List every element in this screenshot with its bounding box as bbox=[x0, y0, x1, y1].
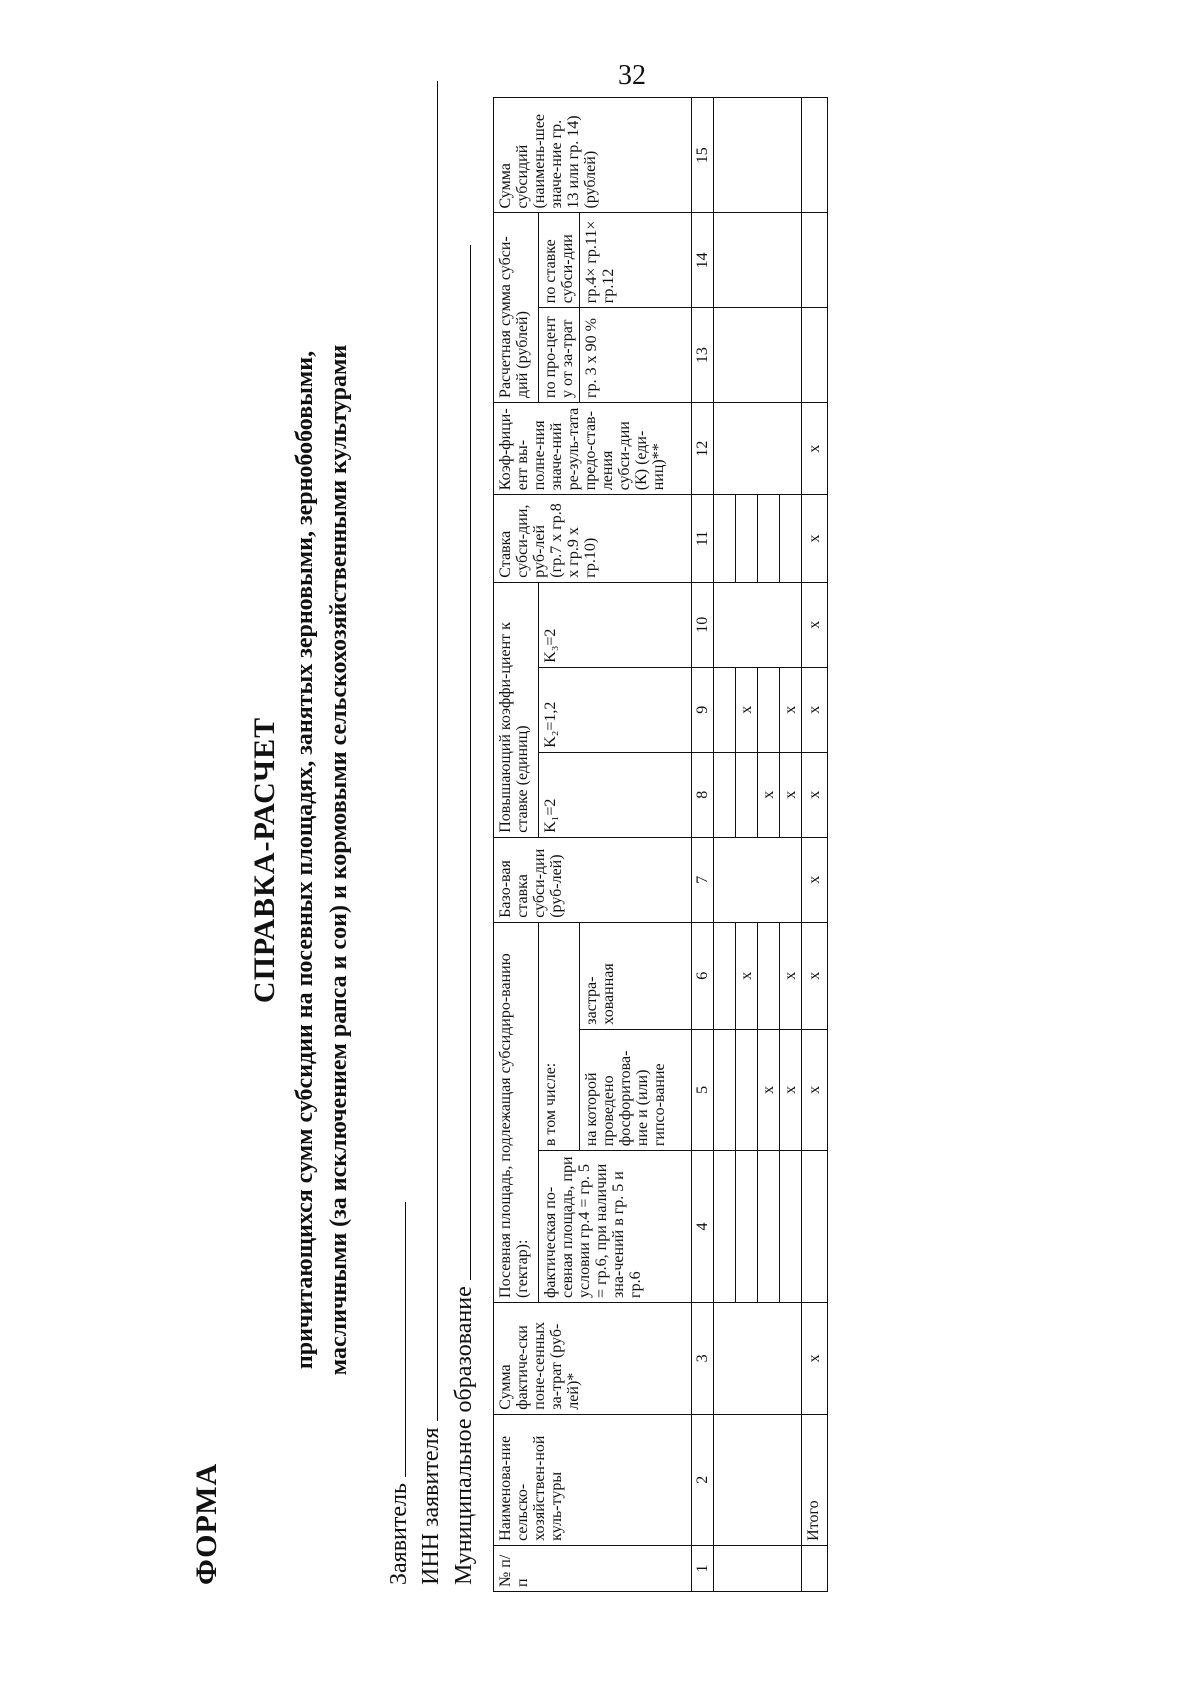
cross-mark: x bbox=[780, 667, 802, 752]
inn-label: ИНН заявителя bbox=[418, 1427, 444, 1585]
cross-mark: x bbox=[802, 495, 828, 582]
header-insured-area: застра-хованная bbox=[580, 922, 692, 1029]
cross-mark: x bbox=[802, 922, 828, 1029]
cross-mark: x bbox=[736, 922, 758, 1029]
applicant-label: Заявитель bbox=[386, 1483, 412, 1585]
total-subsidy-cell[interactable] bbox=[802, 98, 828, 213]
header-including: в том числе: bbox=[539, 922, 580, 1150]
col-num-14: 14 bbox=[692, 213, 714, 308]
header-area-group: Посевная площадь, подлежащая субсидиро-ванию (гектар): bbox=[494, 922, 539, 1302]
table-cell[interactable] bbox=[714, 582, 802, 667]
header-k2: K₂=1,2 bbox=[539, 667, 692, 752]
table-cell bbox=[802, 1545, 828, 1591]
table-cell[interactable] bbox=[714, 308, 802, 403]
total-area-cell[interactable] bbox=[802, 1151, 828, 1303]
table-cell[interactable] bbox=[758, 667, 780, 752]
header-costs-formula: гр. 3 х 90 % bbox=[580, 308, 692, 403]
table-cell[interactable] bbox=[714, 667, 736, 752]
table-cell[interactable] bbox=[758, 1151, 780, 1303]
cross-mark: x bbox=[736, 667, 758, 752]
table-cell[interactable] bbox=[780, 1151, 802, 1303]
header-actual-costs: Сумма фактиче-ски поне-сенных за-трат (руб-лей)* bbox=[494, 1302, 692, 1414]
table-cell[interactable] bbox=[714, 98, 802, 213]
cross-mark: x bbox=[802, 752, 828, 837]
table-cell[interactable] bbox=[714, 1029, 736, 1150]
header-actual-area: фактическая по-севная площадь, при условии гр.4 = гр. 5 = гр.6, при наличии зна-чений в гр. 5 и гр.6 bbox=[539, 1151, 692, 1303]
header-calc-group: Расчетная сумма субси-дий (рублей) bbox=[494, 213, 539, 402]
header-by-rate: по ставке субси-дии bbox=[539, 213, 580, 308]
table-cell[interactable] bbox=[736, 1151, 758, 1303]
table-cell[interactable] bbox=[714, 402, 802, 494]
cross-mark: x bbox=[802, 1029, 828, 1150]
rotated-form-sheet bbox=[178, 80, 1200, 1640]
cross-mark: x bbox=[780, 1029, 802, 1150]
subtitle-line-1: причитающихся сумм субсидии на посевных площадях, занятых зерновыми, зернобобовыми, bbox=[292, 350, 318, 1370]
page-number: 32 bbox=[618, 60, 646, 91]
cross-mark: x bbox=[780, 752, 802, 837]
table-cell[interactable] bbox=[736, 1029, 758, 1150]
cross-mark: x bbox=[802, 667, 828, 752]
municipality-blank[interactable] bbox=[452, 245, 471, 1280]
header-result-coefficient: Коэф-фици-ент вы-полне-ния значе-ний ре-зуль-тата предо-став-ления субси-дии (К) (еди-ниц)** bbox=[494, 402, 692, 494]
col-num-2: 2 bbox=[692, 1414, 714, 1545]
header-number: № п/п bbox=[494, 1545, 692, 1591]
cross-mark: x bbox=[802, 1302, 828, 1414]
inn-blank[interactable] bbox=[419, 82, 438, 1422]
header-by-costs: по про-цент у от за-трат bbox=[539, 308, 580, 403]
total-label: Итого bbox=[802, 1414, 828, 1545]
cross-mark: x bbox=[802, 837, 828, 922]
header-phosphated-area: на которой проведено фосфоритова-ние и (или) гипсо-вание bbox=[580, 1029, 692, 1150]
cross-mark: x bbox=[758, 752, 780, 837]
document-title: СПРАВКА-РАСЧЕТ bbox=[248, 716, 281, 1004]
col-num-4: 4 bbox=[692, 1151, 714, 1303]
form-label: ФОРМА bbox=[190, 1462, 223, 1585]
applicant-blank[interactable] bbox=[387, 1202, 406, 1477]
header-rate-formula: гр.4× гр.11× гр.12 bbox=[580, 213, 692, 308]
header-k3: K₃=2 bbox=[539, 582, 692, 667]
calculation-table bbox=[493, 97, 828, 1592]
document-subtitle bbox=[288, 310, 356, 1410]
column-number-row bbox=[692, 98, 714, 1592]
table-cell[interactable] bbox=[780, 495, 802, 582]
total-row bbox=[802, 98, 828, 1592]
col-num-10: 10 bbox=[692, 582, 714, 667]
cross-mark: x bbox=[802, 582, 828, 667]
col-num-6: 6 bbox=[692, 922, 714, 1029]
col-num-5: 5 bbox=[692, 1029, 714, 1150]
col-num-15: 15 bbox=[692, 98, 714, 213]
table-cell[interactable] bbox=[736, 752, 758, 837]
header-crop-name: Наименова-ние сельско-хозяйствен-ной куль-туры bbox=[494, 1414, 692, 1545]
table-cell[interactable] bbox=[714, 213, 802, 308]
col-num-7: 7 bbox=[692, 837, 714, 922]
header-subsidy-sum: Сумма субсидий (наимень-шее значе-ние гр. 13 или гр. 14) (рублей) bbox=[494, 98, 692, 213]
total-rate-cell[interactable] bbox=[802, 213, 828, 308]
table-cell[interactable] bbox=[714, 1302, 802, 1414]
cross-mark: x bbox=[758, 1029, 780, 1150]
header-subsidy-rate: Ставка субси-дии, руб-лей (гр.7 х гр.8 х гр.9 х гр.10) bbox=[494, 495, 692, 582]
subtitle-line-2: масличными (за исключением рапса и сои) и кормовыми сельскохозяйственными культурами bbox=[326, 344, 352, 1376]
header-k1: K₁=2 bbox=[539, 752, 692, 837]
col-num-9: 9 bbox=[692, 667, 714, 752]
table-cell[interactable] bbox=[714, 1414, 802, 1545]
col-num-12: 12 bbox=[692, 402, 714, 494]
header-base-rate: Базо-вая ставка субси-дии (руб-лей) bbox=[494, 837, 692, 922]
col-num-3: 3 bbox=[692, 1302, 714, 1414]
table-cell[interactable] bbox=[714, 1545, 802, 1591]
table-cell[interactable] bbox=[736, 495, 758, 582]
col-num-8: 8 bbox=[692, 752, 714, 837]
table-cell[interactable] bbox=[714, 495, 736, 582]
table-cell[interactable] bbox=[758, 922, 780, 1029]
table-cell[interactable] bbox=[714, 752, 736, 837]
cross-mark: x bbox=[780, 922, 802, 1029]
table-cell[interactable] bbox=[714, 837, 802, 922]
col-num-11: 11 bbox=[692, 495, 714, 582]
col-num-1: 1 bbox=[692, 1545, 714, 1591]
col-num-13: 13 bbox=[692, 308, 714, 403]
municipality-field bbox=[451, 245, 478, 1585]
total-costs-cell[interactable] bbox=[802, 308, 828, 403]
cross-mark: x bbox=[802, 402, 828, 494]
table-cell[interactable] bbox=[714, 922, 736, 1029]
municipality-label: Муниципальное образование bbox=[451, 1286, 477, 1585]
table-cell[interactable] bbox=[758, 495, 780, 582]
inn-field bbox=[418, 82, 445, 1586]
applicant-field bbox=[386, 1202, 413, 1585]
table-cell[interactable] bbox=[714, 1151, 736, 1303]
table-row bbox=[714, 98, 736, 1592]
header-coefficient-group: Повышающий коэффи-циент к ставке (единиц) bbox=[494, 582, 539, 837]
